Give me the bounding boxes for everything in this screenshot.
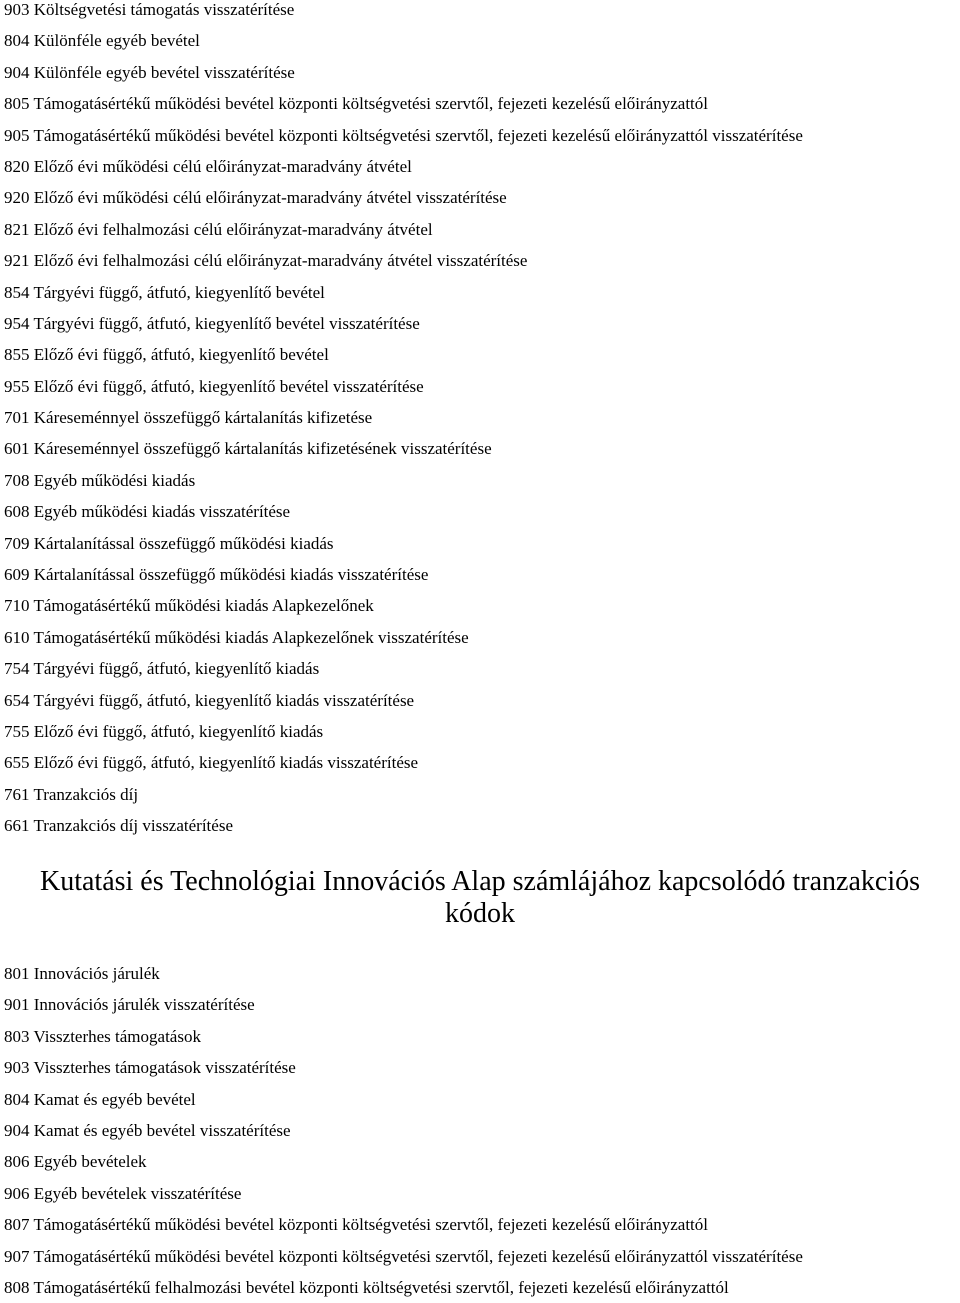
list-item: 921 Előző évi felhalmozási célú előirányzat-maradvány átvétel visszatérítése xyxy=(4,251,528,271)
list-item: 806 Egyéb bevételek xyxy=(4,1152,147,1172)
list-item: 708 Egyéb működési kiadás xyxy=(4,470,196,490)
list-item: 904 Kamat és egyéb bevétel visszatérítése xyxy=(4,1120,291,1140)
section-heading-line-2: kódok xyxy=(445,898,515,929)
list-item: 821 Előző évi felhalmozási célú előirányzat-maradvány átvétel xyxy=(4,219,433,239)
list-item: 803 Visszterhes támogatások xyxy=(4,1026,201,1046)
list-item: 710 Támogatásértékű működési kiadás Alapkezelőnek xyxy=(4,596,374,616)
section-heading xyxy=(0,866,960,930)
list-item: 804 Különféle egyéb bevétel xyxy=(4,31,200,51)
list-item: 601 Káreseménnyel összefüggő kártalanítás kifizetésének visszatérítése xyxy=(4,439,492,459)
innovation-fund-code-list xyxy=(4,958,956,1303)
section-heading-line-1: Kutatási és Technológiai Innovációs Alap számlájához kapcsolódó tranzakciós xyxy=(39,866,921,897)
list-item: 807 Támogatásértékű működési bevétel központi költségvetési szervtől, fejezeti kezelésű előirányzattól xyxy=(4,1215,708,1235)
list-item: 854 Tárgyévi függő, átfutó, kiegyenlítő bevétel xyxy=(4,282,325,302)
list-item: 661 Tranzakciós díj visszatérítése xyxy=(4,816,233,836)
list-item: 610 Támogatásértékű működési kiadás Alapkezelőnek visszatérítése xyxy=(4,627,469,647)
list-item: 804 Kamat és egyéb bevétel xyxy=(4,1089,196,1109)
list-item: 906 Egyéb bevételek visszatérítése xyxy=(4,1183,242,1203)
list-item: 654 Tárgyévi függő, átfutó, kiegyenlítő kiadás visszatérítése xyxy=(4,690,415,710)
list-item: 820 Előző évi működési célú előirányzat-maradvány átvétel xyxy=(4,156,412,176)
list-item: 907 Támogatásértékű működési bevétel központi költségvetési szervtől, fejezeti kezelésű előirányzattól visszatérítése xyxy=(4,1246,803,1266)
list-item: 754 Tárgyévi függő, átfutó, kiegyenlítő kiadás xyxy=(4,659,320,679)
list-item: 701 Káreseménnyel összefüggő kártalanítás kifizetése xyxy=(4,408,373,428)
list-item: 655 Előző évi függő, átfutó, kiegyenlítő kiadás visszatérítése xyxy=(4,753,419,773)
list-item: 855 Előző évi függő, átfutó, kiegyenlítő bevétel xyxy=(4,345,329,365)
list-item: 904 Különféle egyéb bevétel visszatérítése xyxy=(4,62,295,82)
list-item: 608 Egyéb működési kiadás visszatérítése xyxy=(4,502,291,522)
list-item: 905 Támogatásértékű működési bevétel központi költségvetési szervtől, fejezeti kezelésű előirányzattól visszatérítése xyxy=(4,125,803,145)
transaction-code-list xyxy=(4,0,956,842)
list-item: 805 Támogatásértékű működési bevétel központi költségvetési szervtől, fejezeti kezelésű előirányzattól xyxy=(4,94,708,114)
list-item: 761 Tranzakciós díj xyxy=(4,784,139,804)
list-item: 901 Innovációs járulék visszatérítése xyxy=(4,995,255,1015)
list-item: 954 Tárgyévi függő, átfutó, kiegyenlítő bevétel visszatérítése xyxy=(4,313,420,333)
list-item: 920 Előző évi működési célú előirányzat-maradvány átvétel visszatérítése xyxy=(4,188,507,208)
list-item: 955 Előző évi függő, átfutó, kiegyenlítő bevétel visszatérítése xyxy=(4,376,424,396)
list-item: 609 Kártalanítással összefüggő működési kiadás visszatérítése xyxy=(4,565,429,585)
list-item: 903 Visszterhes támogatások visszatérítése xyxy=(4,1058,296,1078)
list-item: 709 Kártalanítással összefüggő működési kiadás xyxy=(4,533,334,553)
list-item: 808 Támogatásértékű felhalmozási bevétel központi költségvetési szervtől, fejezeti kezelésű előirányzattól xyxy=(4,1277,729,1297)
list-item: 801 Innovációs járulék xyxy=(4,964,160,983)
list-item: 903 Költségvetési támogatás visszatérítése xyxy=(4,0,295,19)
list-item: 755 Előző évi függő, átfutó, kiegyenlítő kiadás xyxy=(4,721,324,741)
